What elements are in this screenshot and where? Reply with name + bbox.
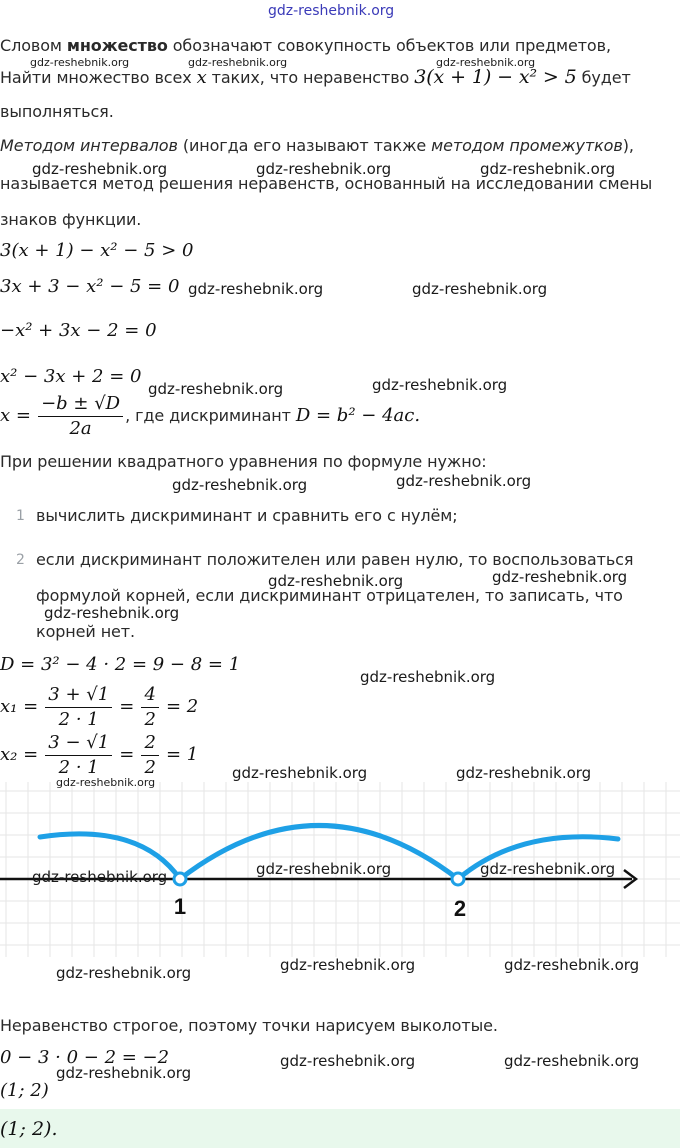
root-fraction — [45, 732, 112, 779]
watermark: gdz-reshebnik.org — [504, 1052, 640, 1070]
watermark: gdz-reshebnik.org — [456, 764, 592, 782]
list-item-line: корней нет. — [36, 622, 136, 641]
watermark: gdz-reshebnik.org — [436, 56, 536, 69]
root-lhs: x₁ = — [0, 696, 39, 717]
equation-4: x² − 3x + 2 = 0 — [0, 366, 142, 387]
quadratic-formula — [0, 393, 420, 440]
watermark: gdz-reshebnik.org — [504, 956, 640, 974]
formula-fraction — [38, 393, 123, 440]
paragraph-line: знаков функции. — [0, 210, 142, 229]
list-item: вычислить дискриминант и сравнить его с нулём; — [36, 506, 458, 525]
fraction-numerator: 3 − √1 — [45, 732, 112, 756]
fraction-denominator: 2 · 1 — [58, 757, 99, 778]
text-fragment: , где дискриминант — [125, 406, 296, 425]
root-result: = 1 — [166, 744, 199, 765]
fraction-denominator: 2 — [144, 757, 156, 778]
root-fraction-simplified — [141, 684, 158, 731]
strict-inequality-note: Неравенство строгое, поэтому точки нарисуем выколотые. — [0, 1016, 498, 1035]
text-fragment: таких, что неравенство — [206, 68, 415, 87]
rule-intro: При решении квадратного уравнения по формуле нужно: — [0, 452, 487, 471]
formula-lhs: x = — [0, 405, 31, 426]
text-fragment: Словом — [0, 36, 67, 55]
list-item-number: 1 — [16, 508, 25, 524]
problem-statement — [0, 66, 631, 89]
equation-3: −x² + 3x − 2 = 0 — [0, 320, 157, 341]
watermark: gdz-reshebnik.org — [480, 860, 616, 878]
list-item-line: формулой корней, если дискриминант отрицателен, то записать, что — [36, 586, 623, 605]
paragraph-line: называется метод решения неравенств, основанный на исследовании смены — [0, 174, 653, 193]
math-variable: x — [196, 67, 207, 88]
italic-term: методом промежутков — [431, 136, 623, 155]
text-fragment: ), — [622, 136, 634, 155]
fraction-denominator: 2 · 1 — [58, 709, 99, 730]
equation-2: 3x + 3 − x² − 5 = 0 — [0, 276, 180, 297]
watermark: gdz-reshebnik.org — [32, 868, 168, 886]
text-fragment: Найти множество всех — [0, 68, 197, 87]
watermark: gdz-reshebnik.org — [44, 604, 180, 622]
bold-term: множество — [66, 36, 168, 55]
watermark: gdz-reshebnik.org — [256, 860, 392, 878]
watermark-top: gdz-reshebnik.org — [268, 3, 395, 19]
paragraph-set-definition — [0, 36, 611, 56]
root-x2 — [0, 732, 198, 779]
point-label-2: 2 — [453, 896, 467, 921]
point-label-1: 1 — [173, 894, 187, 919]
watermark: gdz-reshebnik.org — [280, 956, 416, 974]
watermark: gdz-reshebnik.org — [280, 1052, 416, 1070]
watermark: gdz-reshebnik.org — [188, 56, 288, 69]
fraction-denominator: 2a — [69, 418, 92, 439]
open-point-1 — [174, 873, 186, 885]
watermark: gdz-reshebnik.org — [32, 160, 168, 178]
interval-result: (1; 2) — [0, 1080, 49, 1101]
root-fraction-simplified — [141, 732, 158, 779]
text-fragment: будет — [576, 68, 631, 87]
open-point-2 — [452, 873, 464, 885]
root-fraction — [45, 684, 112, 731]
watermark: gdz-reshebnik.org — [256, 160, 392, 178]
watermark: gdz-reshebnik.org — [492, 568, 628, 586]
watermark: gdz-reshebnik.org — [412, 280, 548, 298]
discriminant-calculation: D = 3² − 4 · 2 = 9 − 8 = 1 — [0, 654, 241, 675]
fraction-numerator: 2 — [141, 732, 158, 756]
watermark: gdz-reshebnik.org — [148, 380, 284, 398]
fraction-numerator: −b ± √D — [38, 393, 123, 417]
fraction-numerator: 4 — [141, 684, 158, 708]
watermark: gdz-reshebnik.org — [396, 472, 532, 490]
list-item-number: 2 — [16, 552, 25, 568]
watermark: gdz-reshebnik.org — [372, 376, 508, 394]
equals-sign: = — [119, 696, 135, 717]
equals-sign: = — [119, 744, 135, 765]
root-result: = 2 — [166, 696, 199, 717]
final-answer: (1; 2). — [0, 1118, 58, 1140]
problem-statement-end: выполняться. — [0, 102, 114, 121]
answer-box — [0, 1109, 680, 1148]
fraction-numerator: 3 + √1 — [45, 684, 112, 708]
math-inequality: 3(x + 1) − x² > 5 — [414, 66, 577, 88]
watermark: gdz-reshebnik.org — [232, 764, 368, 782]
watermark: gdz-reshebnik.org — [56, 1064, 192, 1082]
fraction-denominator: 2 — [144, 709, 156, 730]
watermark: gdz-reshebnik.org — [188, 280, 324, 298]
watermark: gdz-reshebnik.org — [56, 964, 192, 982]
text-fragment: обозначают совокупность объектов или предметов, — [167, 36, 611, 55]
watermark: gdz-reshebnik.org — [172, 476, 308, 494]
equation-1: 3(x + 1) − x² − 5 > 0 — [0, 240, 194, 261]
italic-term: Методом интервалов — [0, 136, 178, 155]
discriminant-formula: D = b² − 4ac. — [295, 405, 421, 426]
sign-check: 0 − 3 · 0 − 2 = −2 — [0, 1047, 170, 1068]
watermark: gdz-reshebnik.org — [360, 668, 496, 686]
root-lhs: x₂ = — [0, 744, 39, 765]
watermark: gdz-reshebnik.org — [480, 160, 616, 178]
list-item: если дискриминант положителен или равен нулю, то воспользоваться — [36, 550, 634, 569]
watermark: gdz-reshebnik.org — [56, 776, 156, 789]
text-fragment: (иногда его называют также — [177, 136, 432, 155]
paragraph-interval-method — [0, 136, 634, 156]
watermark: gdz-reshebnik.org — [30, 56, 130, 69]
watermark: gdz-reshebnik.org — [268, 572, 404, 590]
root-x1 — [0, 684, 198, 731]
